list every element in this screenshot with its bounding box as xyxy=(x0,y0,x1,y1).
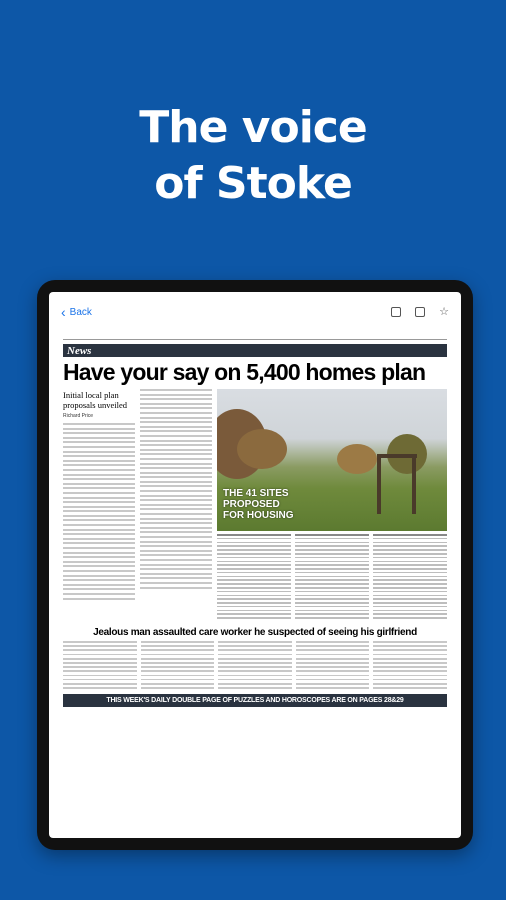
second-article-text xyxy=(63,641,447,691)
main-headline: Have your say on 5,400 homes plan xyxy=(63,359,426,385)
footer-banner: THIS WEEK'S DAILY DOUBLE PAGE OF PUZZLES AND HOROSCOPES ARE ON PAGES 28&29 xyxy=(63,694,447,707)
headline-line-2: of Stoke xyxy=(154,158,352,209)
back-label: Back xyxy=(69,306,92,318)
article-photo xyxy=(217,389,447,531)
pages-icon[interactable] xyxy=(391,307,401,317)
tablet-frame xyxy=(37,280,473,850)
section-bar xyxy=(63,344,447,357)
paper-topline xyxy=(63,332,447,340)
article-text-col-1 xyxy=(63,423,135,600)
photo-caption: THE 41 SITES PROPOSED FOR HOUSING xyxy=(223,488,294,522)
bookmark-icon[interactable] xyxy=(415,307,425,317)
article-text-col-2 xyxy=(140,389,212,589)
headline-line-1: The voice xyxy=(139,102,367,153)
tablet-screen xyxy=(49,292,461,838)
back-button[interactable] xyxy=(61,304,92,320)
sites-list xyxy=(217,534,447,621)
chevron-left-icon: ‹ xyxy=(61,304,66,320)
second-headline: Jealous man assaulted care worker he suspected of seeing his girlfriend xyxy=(93,627,417,638)
sub-headline: Initial local plan proposals unveiled xyxy=(63,390,127,410)
star-icon[interactable]: ☆ xyxy=(439,306,449,318)
newspaper-page[interactable] xyxy=(49,332,461,707)
reader-toolbar xyxy=(49,292,461,332)
section-label: News xyxy=(67,344,92,357)
promo-headline xyxy=(0,100,506,212)
byline: Richard Price xyxy=(63,413,94,419)
